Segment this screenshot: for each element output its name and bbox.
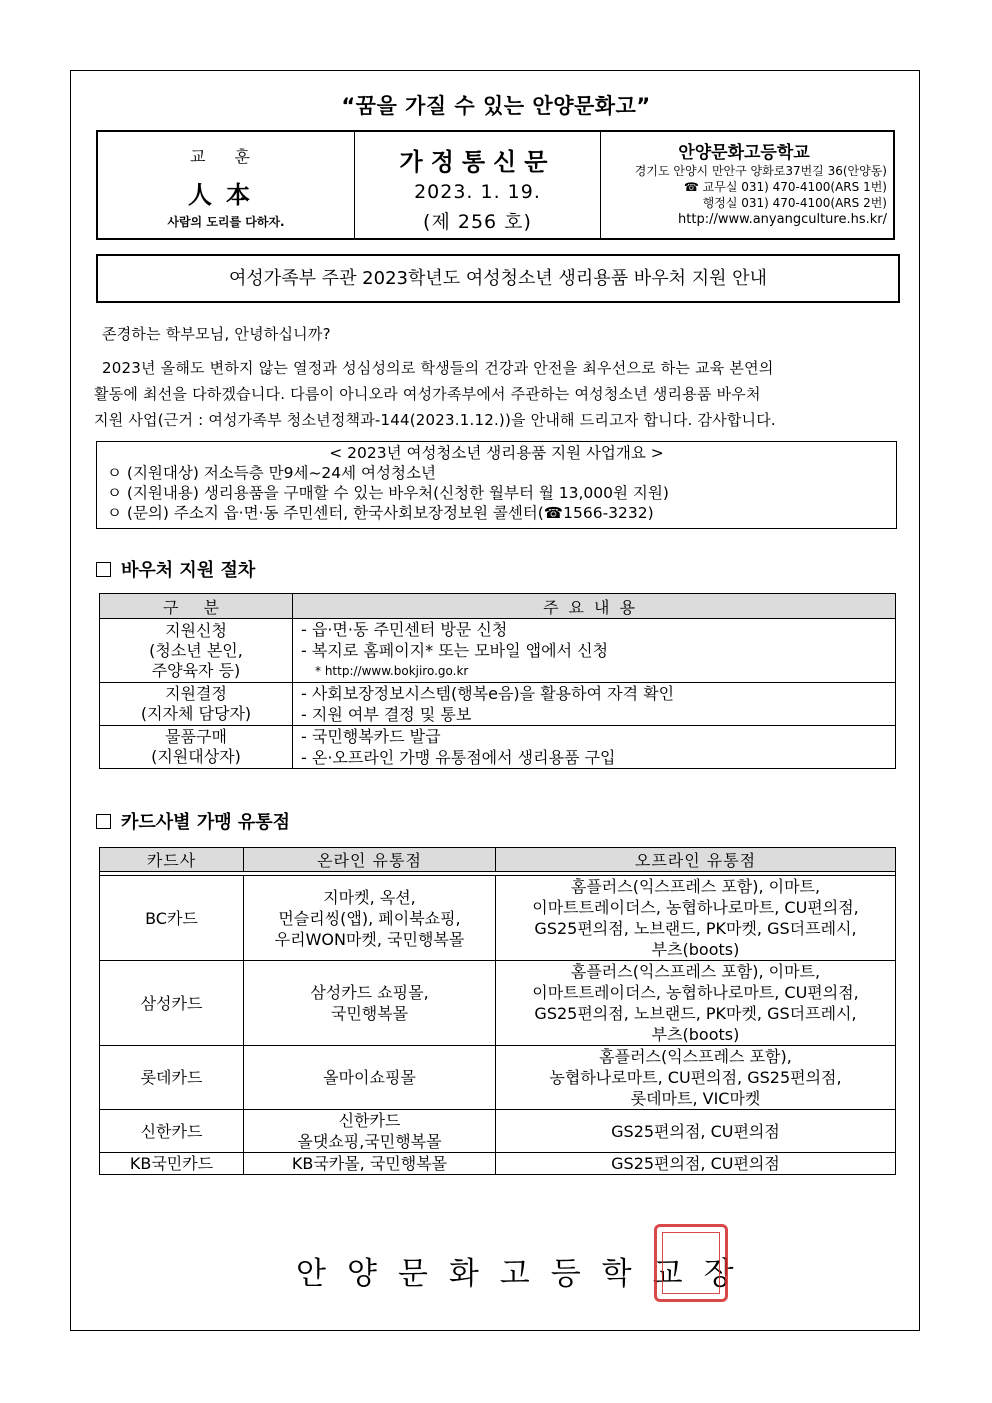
principal-signature: 안양문화고등학교장 xyxy=(296,1256,755,1292)
category-line: (지원대상자) xyxy=(151,747,241,766)
detail-line: - 읍·면·동 주민센터 방문 신청 xyxy=(301,620,508,639)
section-heading-stores xyxy=(96,808,290,834)
store-line: 홈플러스(익스프레스 포함), xyxy=(599,1047,792,1066)
procedure-details xyxy=(293,726,896,769)
detail-line: - 사회보장정보시스템(행복e음)을 활용하여 자격 확인 xyxy=(301,684,675,703)
newsletter-date: 2023. 1. 19. xyxy=(414,181,541,203)
newsletter-info xyxy=(355,132,601,238)
section-title: 바우처 지원 절차 xyxy=(121,560,256,581)
online-stores xyxy=(244,1046,496,1110)
seal-inner-border xyxy=(662,1232,720,1294)
store-line: GS25편의점, CU편의점 xyxy=(611,1121,780,1141)
program-overview-box xyxy=(96,441,897,529)
school-url[interactable]: http://www.anyangculture.hs.kr/ xyxy=(678,212,887,227)
school-contact xyxy=(601,132,893,238)
document-title: 여성가족부 주관 2023학년도 여성청소년 생리용품 바우처 지원 안내 xyxy=(96,254,900,303)
school-slogan: “꿈을 가질 수 있는 안양문화고” xyxy=(341,94,651,118)
procedure-details xyxy=(293,683,896,726)
column-header: 온라인 유통점 xyxy=(244,848,496,872)
intro-line: 활동에 최선을 다하겠습니다. 다름이 아니오라 여성가족부에서 주관하는 여성청소년 생리용품 바우처 xyxy=(94,385,761,403)
motto-sub: 사람의 도리를 다하자. xyxy=(167,215,285,229)
category-line: (청소년 본인, xyxy=(149,640,243,660)
store-line: 홈플러스(익스프레스 포함), 이마트, xyxy=(570,877,821,896)
card-company: 롯데카드 xyxy=(100,1046,244,1110)
column-header: 주요내용 xyxy=(293,594,896,619)
card-company: BC카드 xyxy=(100,876,244,961)
online-stores xyxy=(244,876,496,961)
overview-heading: < 2023년 여성청소년 생리용품 지원 사업개요 > xyxy=(329,444,664,462)
official-seal-stamp xyxy=(654,1224,728,1302)
online-stores xyxy=(244,1110,496,1153)
store-line: 지마켓, 옥션, xyxy=(323,887,416,907)
card-company: 신한카드 xyxy=(100,1110,244,1153)
newsletter-title: 가정통신문 xyxy=(399,148,556,176)
section-heading-procedure xyxy=(96,556,255,582)
store-line: 홈플러스(익스프레스 포함), 이마트, xyxy=(570,962,821,981)
overview-item: ㅇ (지원내용) 생리용품을 구매할 수 있는 바우처(신청한 월부터 월 13,000원 지원) xyxy=(107,484,669,502)
checkbox-square-icon xyxy=(96,814,111,829)
checkbox-square-icon xyxy=(96,562,111,577)
table-header-row xyxy=(100,594,896,619)
store-line: 부츠(boots) xyxy=(651,1025,740,1044)
store-line: GS25편의점, 노브랜드, PK마켓, GS더프레시, xyxy=(534,1004,857,1023)
store-line: 올댓쇼핑,국민행복몰 xyxy=(297,1132,442,1151)
footnote-url[interactable]: * http://www.bokjiro.go.kr xyxy=(315,664,469,678)
store-line: 신한카드 xyxy=(338,1111,401,1130)
table-row xyxy=(100,961,896,1046)
offline-stores xyxy=(496,1046,896,1110)
store-line: GS25편의점, CU편의점 xyxy=(611,1154,780,1173)
overview-item: ㅇ (지원대상) 저소득층 만9세~24세 여성청소년 xyxy=(107,464,436,482)
table-header-row xyxy=(100,848,896,872)
store-line: 먼슬리씽(앱), 페이북쇼핑, xyxy=(278,908,461,928)
column-header: 오프라인 유통점 xyxy=(496,848,896,872)
card-company: 삼성카드 xyxy=(100,961,244,1046)
category-line: 물품구매 xyxy=(165,727,227,746)
online-stores xyxy=(244,1153,496,1175)
store-line: 우리WON마켓, 국민행복몰 xyxy=(274,929,465,949)
store-line: GS25편의점, 노브랜드, PK마켓, GS더프레시, xyxy=(534,919,857,938)
column-header: 카드사 xyxy=(100,848,244,872)
procedure-category xyxy=(100,683,293,726)
column-header: 구 분 xyxy=(100,594,293,619)
store-line: KB국카몰, 국민행복몰 xyxy=(291,1154,448,1173)
store-line: 삼성카드 쇼핑몰, xyxy=(310,983,429,1002)
store-line: 올마이쇼핑몰 xyxy=(323,1068,416,1087)
motto-label: 교 훈 xyxy=(190,147,262,166)
table-row xyxy=(100,1153,896,1175)
category-line: 주양육자 등) xyxy=(151,660,241,680)
store-line: 이마트트레이더스, 농협하나로마트, CU편의점, xyxy=(532,983,859,1002)
detail-line: - 지원 여부 결정 및 통보 xyxy=(301,705,472,724)
procedure-category xyxy=(100,726,293,769)
newsletter-issue: (제 256 호) xyxy=(423,211,532,233)
detail-line: - 복지로 홈페이지* 또는 모바일 앱에서 신청 xyxy=(301,641,609,660)
store-line: 이마트트레이더스, 농협하나로마트, CU편의점, xyxy=(532,898,859,917)
table-row xyxy=(100,1110,896,1153)
offline-stores xyxy=(496,961,896,1046)
table-row xyxy=(100,683,896,726)
detail-line: - 온·오프라인 가맹 유통점에서 생리용품 구입 xyxy=(301,748,616,767)
motto-main: 人本 xyxy=(188,180,264,209)
offline-stores xyxy=(496,876,896,961)
procedure-details xyxy=(293,619,896,683)
category-line: 지원신청 xyxy=(165,620,227,640)
store-line: 농협하나로마트, CU편의점, GS25편의점, xyxy=(549,1068,842,1087)
school-name: 안양문화고등학교 xyxy=(678,143,810,163)
online-stores xyxy=(244,961,496,1046)
store-line: 국민행복몰 xyxy=(330,1004,409,1023)
phone-admin: 행정실 031) 470-4100(ARS 2번) xyxy=(702,196,887,210)
table-row xyxy=(100,619,896,683)
school-address: 경기도 안양시 만안구 양화로37번길 36(안양동) xyxy=(634,164,887,178)
category-line: (지자체 담당자) xyxy=(140,704,252,723)
store-line: 부츠(boots) xyxy=(651,940,740,959)
offline-stores xyxy=(496,1110,896,1153)
school-motto xyxy=(98,132,355,238)
greeting: 존경하는 학부모님, 안녕하십니까? xyxy=(102,325,331,343)
offline-stores xyxy=(496,1153,896,1175)
procedure-category xyxy=(100,619,293,683)
detail-line: - 국민행복카드 발급 xyxy=(301,727,441,746)
letterhead xyxy=(96,130,895,240)
overview-item: ㅇ (문의) 주소지 읍·면·동 주민센터, 한국사회보장정보원 콜센터(☎1566-3232) xyxy=(107,504,654,522)
section-title: 카드사별 가맹 유통점 xyxy=(121,812,291,833)
intro-line: 2023년 올해도 변하지 않는 열정과 성심성의로 학생들의 건강과 안전을 최우선으로 하는 교육 본연의 xyxy=(102,359,774,377)
table-row xyxy=(100,726,896,769)
category-line: 지원결정 xyxy=(165,684,227,703)
store-line: 롯데마트, VIC마켓 xyxy=(630,1089,761,1108)
table-row xyxy=(100,1046,896,1110)
phone-office: ☎ 교무실 031) 470-4100(ARS 1번) xyxy=(683,180,887,194)
intro-line: 지원 사업(근거 : 여성가족부 청소년정책과-144(2023.1.12.))을 안내해 드리고자 합니다. 감사합니다. xyxy=(94,411,776,429)
table-row xyxy=(100,876,896,961)
card-stores-table xyxy=(99,847,896,1175)
procedure-table xyxy=(99,593,896,769)
card-company: KB국민카드 xyxy=(100,1153,244,1175)
intro-paragraph xyxy=(88,355,898,433)
